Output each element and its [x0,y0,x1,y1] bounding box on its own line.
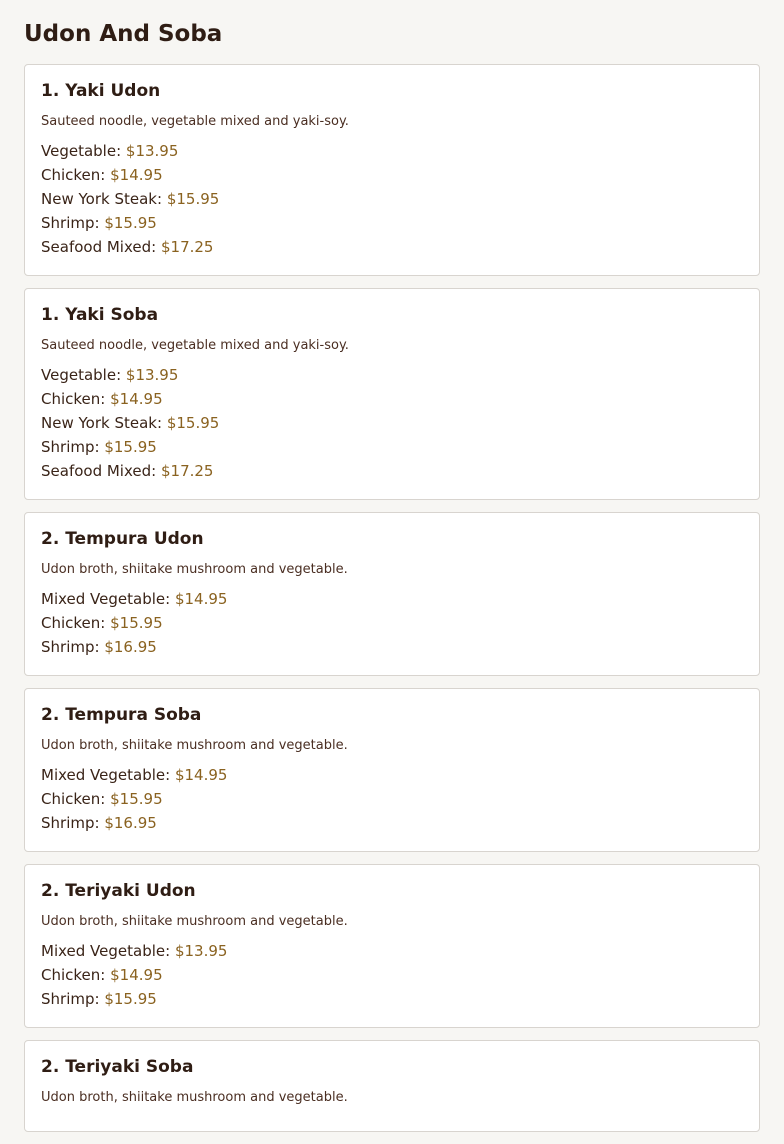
price-option [41,235,743,259]
option-price: $15.95 [104,214,157,232]
menu-item-description: Udon broth, shiitake mushroom and vegetable. [41,562,348,577]
option-label: Chicken: [41,614,106,632]
option-price: $14.95 [174,590,228,608]
menu-item-description: Udon broth, shiitake mushroom and vegetable. [41,914,348,929]
menu-item-title: 2. Tempura Soba [41,705,202,725]
option-label: Mixed Vegetable: [41,766,171,784]
price-option [41,587,743,611]
option-price: $15.95 [104,990,157,1008]
menu-card-tempura-udon [24,512,760,676]
price-list [41,139,743,259]
menu-card-teriyaki-soba [24,1040,760,1132]
price-option [41,387,743,411]
price-option [41,787,743,811]
price-option [41,139,743,163]
menu-card-teriyaki-udon [24,864,760,1028]
menu-item-title: 2. Tempura Udon [41,529,204,549]
option-label: Vegetable: [41,366,122,384]
menu-item-description: Udon broth, shiitake mushroom and vegetable. [41,1090,348,1105]
option-price: $14.95 [110,166,163,184]
option-price: $14.95 [110,966,163,984]
option-label: Shrimp: [41,438,100,456]
price-list [41,363,743,483]
option-label: Vegetable: [41,142,122,160]
option-price: $15.95 [166,190,220,208]
option-price: $17.25 [160,462,214,480]
option-label: New York Steak: [41,190,163,208]
price-list [41,763,743,835]
price-option [41,363,743,387]
option-label: Seafood Mixed: [41,462,157,480]
option-price: $16.95 [104,638,157,656]
menu-item-description: Sauteed noodle, vegetable mixed and yaki-soy. [41,114,349,129]
price-option [41,611,743,635]
option-label: Shrimp: [41,990,100,1008]
menu-card-yaki-soba [24,288,760,500]
option-price: $15.95 [110,790,163,808]
price-list [41,587,743,659]
price-option [41,963,743,987]
price-option [41,987,743,1011]
option-price: $14.95 [110,390,163,408]
option-price: $13.95 [125,366,179,384]
option-label: Seafood Mixed: [41,238,157,256]
option-label: Shrimp: [41,638,100,656]
option-label: Shrimp: [41,214,100,232]
price-option [41,939,743,963]
menu-item-title: 1. Yaki Udon [41,81,161,101]
price-option [41,435,743,459]
price-option [41,763,743,787]
menu-item-title: 2. Teriyaki Udon [41,881,196,901]
option-price: $15.95 [110,614,163,632]
price-option [41,635,743,659]
menu-item-description: Sauteed noodle, vegetable mixed and yaki-soy. [41,338,349,353]
option-price: $14.95 [174,766,228,784]
menu-card-tempura-soba [24,688,760,852]
option-price: $13.95 [125,142,179,160]
option-label: Mixed Vegetable: [41,942,171,960]
price-option [41,211,743,235]
price-list [41,939,743,1011]
price-option [41,459,743,483]
menu-page [24,0,760,1144]
menu-item-description: Udon broth, shiitake mushroom and vegetable. [41,738,348,753]
price-option [41,187,743,211]
option-label: Chicken: [41,390,106,408]
price-option [41,811,743,835]
option-label: Chicken: [41,966,106,984]
option-price: $15.95 [166,414,220,432]
option-price: $17.25 [160,238,214,256]
menu-item-title: 2. Teriyaki Soba [41,1057,194,1077]
price-option [41,163,743,187]
option-price: $16.95 [104,814,157,832]
section-title: Udon And Soba [24,21,223,47]
menu-card-yaki-udon [24,64,760,276]
price-option [41,411,743,435]
option-label: Chicken: [41,790,106,808]
option-price: $13.95 [174,942,228,960]
option-price: $15.95 [104,438,157,456]
menu-item-title: 1. Yaki Soba [41,305,159,325]
option-label: Mixed Vegetable: [41,590,171,608]
option-label: Shrimp: [41,814,100,832]
option-label: Chicken: [41,166,106,184]
option-label: New York Steak: [41,414,163,432]
